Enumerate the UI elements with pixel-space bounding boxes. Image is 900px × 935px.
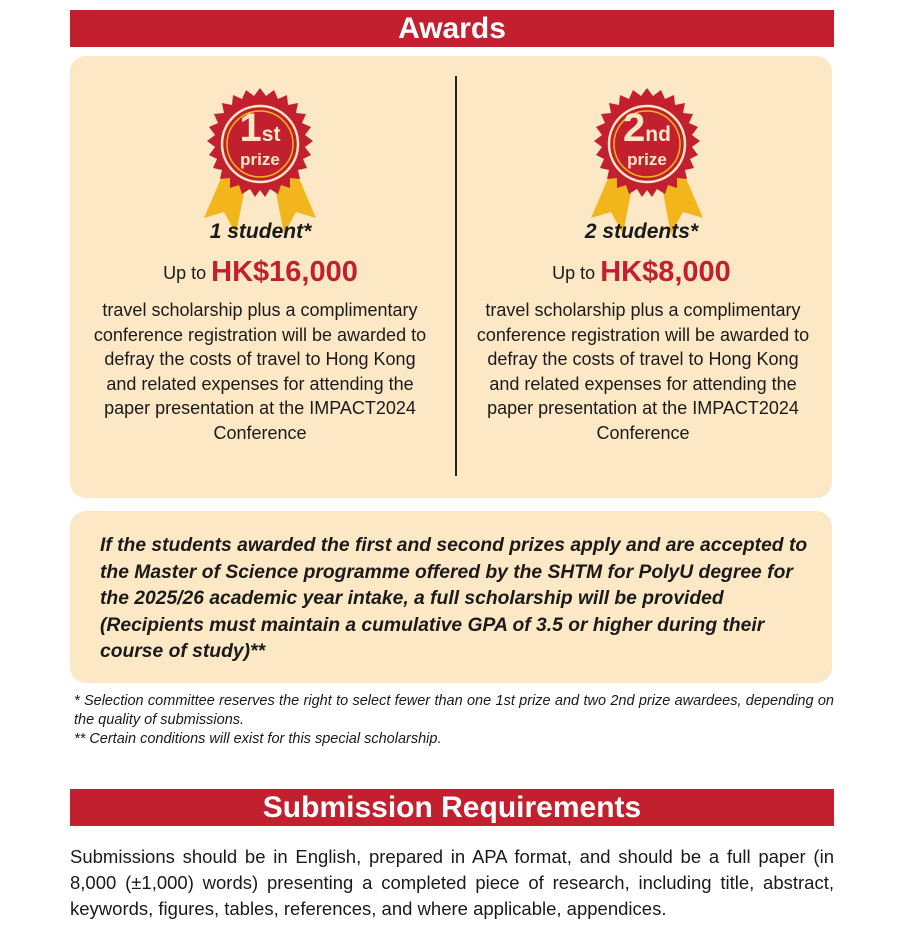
first-prize-description: travel scholarship plus a complimentary conference registration will be awarded to defray the costs of travel to Hong Kong and related expenses for attending the paper presentation at the IMPACT2024 Conference xyxy=(93,300,427,443)
submission-requirements-text: Submissions should be in English, prepared in APA format, and should be a full paper (in 8,000 (±1,000) words) presenting a completed piece of research, including title, abstract, keywords, figures, tables, references, and where applicable, appendices. xyxy=(70,846,834,919)
second-prize-amount: HK$8,000 xyxy=(600,256,731,288)
scholarship-note: If the students awarded the first and second prizes apply and are accepted to the Master of Science programme offered by the SHTM for PolyU degree for the 2025/26 academic year intake, a full scholarship will be provided (Recipients must maintain a cumulative GPA of 3.5 or higher during their course of study)** xyxy=(100,535,808,662)
first-prize-medal-icon xyxy=(200,84,320,234)
submission-requirements-heading: Submission Requirements xyxy=(70,789,834,826)
first-prize-medal-number: 1 xyxy=(239,106,262,150)
footnote-selection: * Selection committee reserves the right to select fewer than one 1st prize and two 2nd prize awardees, depending on the quality of submissions. xyxy=(74,693,834,728)
awards-heading: Awards xyxy=(70,10,834,47)
footnotes xyxy=(74,692,834,749)
second-prize-amount-line xyxy=(451,256,832,289)
second-prize-medal-number: 2 xyxy=(623,106,646,150)
second-prize-amount-prefix: Up to xyxy=(552,263,596,283)
scholarship-note-panel xyxy=(70,511,832,683)
first-prize-amount-prefix: Up to xyxy=(163,263,207,283)
first-prize-medal-suffix: st xyxy=(261,123,281,146)
second-prize-count: 2 students* xyxy=(584,220,699,243)
footnote-conditions: ** Certain conditions will exist for this special scholarship. xyxy=(74,731,442,747)
first-prize-count: 1 student* xyxy=(209,220,312,243)
prize-divider xyxy=(455,76,457,476)
first-prize-amount: HK$16,000 xyxy=(211,256,358,288)
first-prize-amount-line xyxy=(70,256,451,289)
second-prize-description: travel scholarship plus a complimentary conference registration will be awarded to defray the costs of travel to Hong Kong and related expenses for attending the paper presentation at the IMPACT2024 Conference xyxy=(476,300,810,443)
second-prize-medal-suffix: nd xyxy=(645,123,671,146)
second-prize-medal-icon xyxy=(587,84,707,234)
awards-panel xyxy=(70,56,832,498)
first-prize-medal-word: prize xyxy=(240,150,280,169)
second-prize-medal-word: prize xyxy=(627,150,667,169)
